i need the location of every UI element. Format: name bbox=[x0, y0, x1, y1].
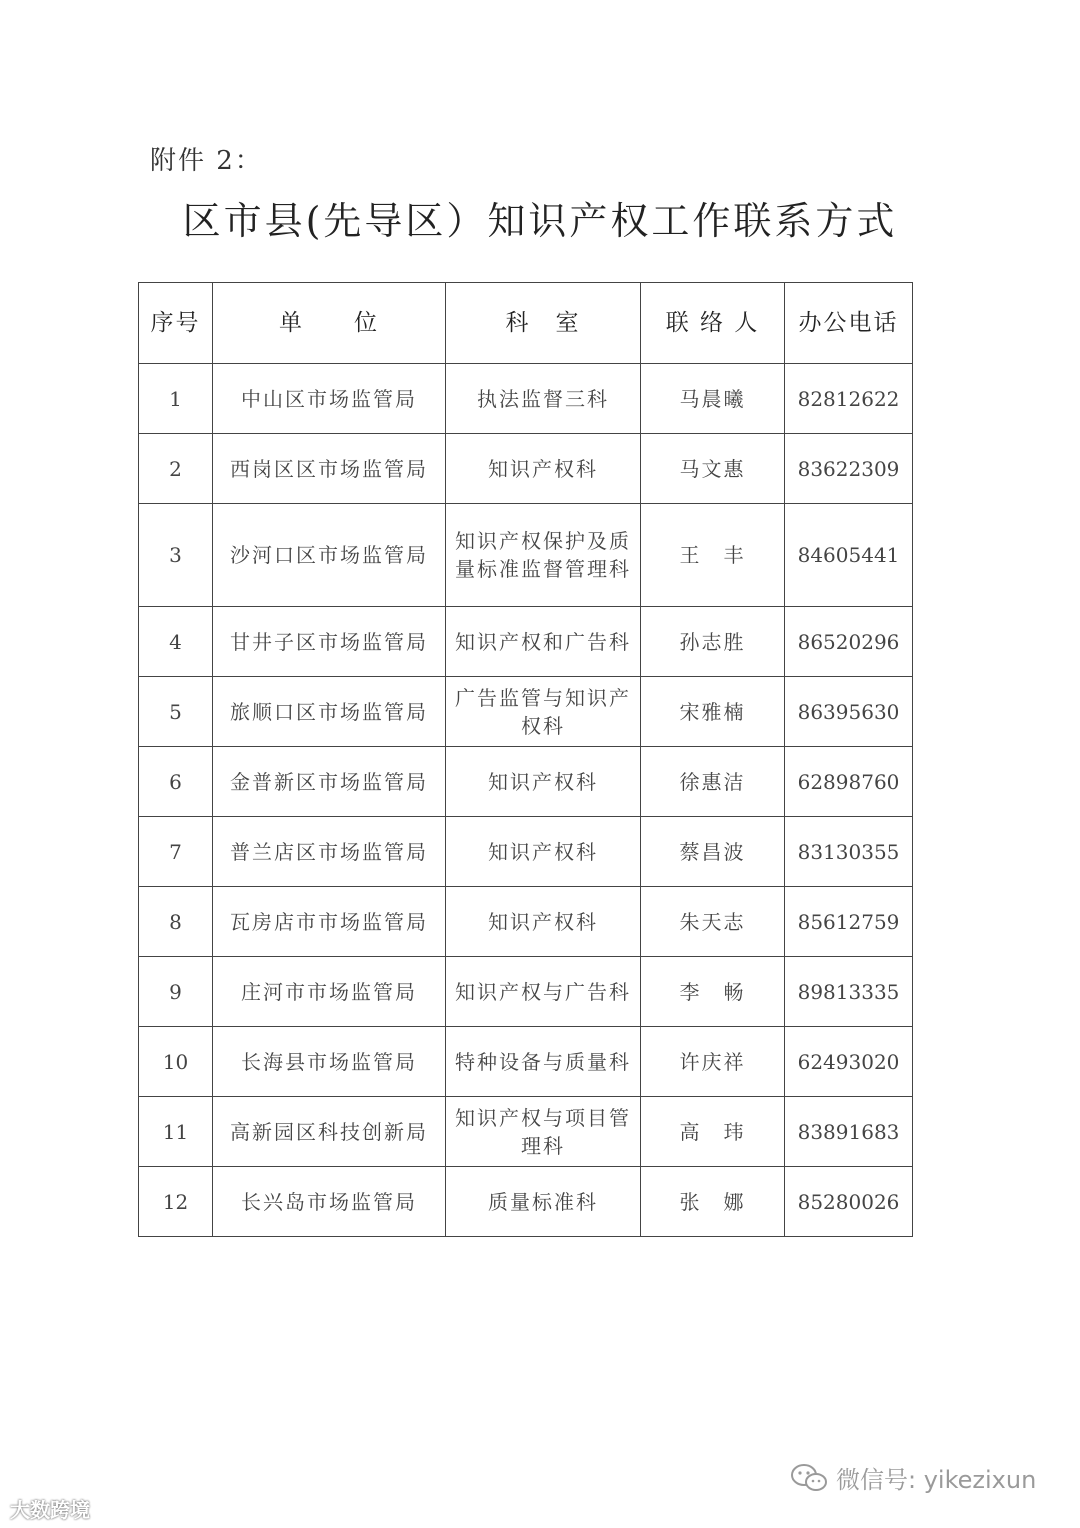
table-row bbox=[139, 504, 913, 607]
table-row bbox=[139, 1027, 913, 1097]
row-phone: 85280026 bbox=[785, 1167, 913, 1237]
table-row bbox=[139, 1097, 913, 1167]
row-phone: 86520296 bbox=[785, 607, 913, 677]
table-row bbox=[139, 817, 913, 887]
row-contact: 马晨曦 bbox=[641, 364, 785, 434]
row-index: 10 bbox=[139, 1027, 213, 1097]
header-section: 科 室 bbox=[446, 283, 641, 364]
table-row bbox=[139, 434, 913, 504]
row-unit: 甘井子区市场监管局 bbox=[213, 607, 446, 677]
row-phone: 86395630 bbox=[785, 677, 913, 747]
row-section: 广告监管与知识产权科 bbox=[446, 677, 641, 747]
row-contact: 宋雅楠 bbox=[641, 677, 785, 747]
row-unit: 金普新区市场监管局 bbox=[213, 747, 446, 817]
row-phone: 84605441 bbox=[785, 504, 913, 607]
header-index: 序号 bbox=[139, 283, 213, 364]
row-index: 4 bbox=[139, 607, 213, 677]
row-contact: 蔡昌波 bbox=[641, 817, 785, 887]
row-section: 质量标准科 bbox=[446, 1167, 641, 1237]
row-section: 知识产权与广告科 bbox=[446, 957, 641, 1027]
row-unit: 瓦房店市市场监管局 bbox=[213, 887, 446, 957]
row-contact: 张 娜 bbox=[641, 1167, 785, 1237]
header-unit: 单 位 bbox=[213, 283, 446, 364]
row-index: 12 bbox=[139, 1167, 213, 1237]
table-row bbox=[139, 747, 913, 817]
row-phone: 62898760 bbox=[785, 747, 913, 817]
row-index: 8 bbox=[139, 887, 213, 957]
row-index: 9 bbox=[139, 957, 213, 1027]
header-contact: 联 络 人 bbox=[641, 283, 785, 364]
row-section: 知识产权科 bbox=[446, 434, 641, 504]
row-unit: 旅顺口区市场监管局 bbox=[213, 677, 446, 747]
table-row bbox=[139, 887, 913, 957]
row-contact: 王 丰 bbox=[641, 504, 785, 607]
row-contact: 朱天志 bbox=[641, 887, 785, 957]
row-contact: 高 玮 bbox=[641, 1097, 785, 1167]
row-contact: 李 畅 bbox=[641, 957, 785, 1027]
row-index: 1 bbox=[139, 364, 213, 434]
row-contact: 孙志胜 bbox=[641, 607, 785, 677]
document-title: 区市县(先导区）知识产权工作联系方式 bbox=[182, 199, 898, 243]
row-unit: 中山区市场监管局 bbox=[213, 364, 446, 434]
row-contact: 许庆祥 bbox=[641, 1027, 785, 1097]
table-row bbox=[139, 1167, 913, 1237]
source-watermark: 大数跨境 bbox=[10, 1498, 90, 1522]
row-contact: 徐惠洁 bbox=[641, 747, 785, 817]
row-index: 5 bbox=[139, 677, 213, 747]
table-row bbox=[139, 957, 913, 1027]
row-phone: 83622309 bbox=[785, 434, 913, 504]
wechat-watermark bbox=[790, 1460, 1036, 1495]
row-unit: 高新园区科技创新局 bbox=[213, 1097, 446, 1167]
row-unit: 西岗区区市场监管局 bbox=[213, 434, 446, 504]
row-unit: 沙河口区市场监管局 bbox=[213, 504, 446, 607]
row-phone: 62493020 bbox=[785, 1027, 913, 1097]
row-phone: 89813335 bbox=[785, 957, 913, 1027]
row-phone: 83130355 bbox=[785, 817, 913, 887]
table-header-row bbox=[139, 283, 913, 364]
row-unit: 长海县市场监管局 bbox=[213, 1027, 446, 1097]
wechat-icon bbox=[790, 1463, 828, 1493]
attachment-label: 附件 2： bbox=[150, 146, 263, 176]
row-section: 知识产权和广告科 bbox=[446, 607, 641, 677]
row-unit: 庄河市市场监管局 bbox=[213, 957, 446, 1027]
row-index: 6 bbox=[139, 747, 213, 817]
table-row bbox=[139, 364, 913, 434]
table-row bbox=[139, 607, 913, 677]
row-index: 7 bbox=[139, 817, 213, 887]
row-section: 知识产权科 bbox=[446, 817, 641, 887]
row-contact: 马文惠 bbox=[641, 434, 785, 504]
row-phone: 83891683 bbox=[785, 1097, 913, 1167]
row-index: 11 bbox=[139, 1097, 213, 1167]
row-section: 执法监督三科 bbox=[446, 364, 641, 434]
header-phone: 办公电话 bbox=[785, 283, 913, 364]
row-phone: 85612759 bbox=[785, 887, 913, 957]
contacts-table bbox=[138, 282, 913, 1237]
row-section: 知识产权与项目管理科 bbox=[446, 1097, 641, 1167]
row-phone: 82812622 bbox=[785, 364, 913, 434]
table-row bbox=[139, 677, 913, 747]
row-index: 2 bbox=[139, 434, 213, 504]
row-section: 知识产权科 bbox=[446, 887, 641, 957]
row-section: 特种设备与质量科 bbox=[446, 1027, 641, 1097]
wechat-id-text: 微信号: yikezixun bbox=[836, 1466, 1037, 1494]
row-section: 知识产权科 bbox=[446, 747, 641, 817]
row-index: 3 bbox=[139, 504, 213, 607]
row-section: 知识产权保护及质量标准监督管理科 bbox=[446, 504, 641, 607]
row-unit: 普兰店区市场监管局 bbox=[213, 817, 446, 887]
row-unit: 长兴岛市场监管局 bbox=[213, 1167, 446, 1237]
